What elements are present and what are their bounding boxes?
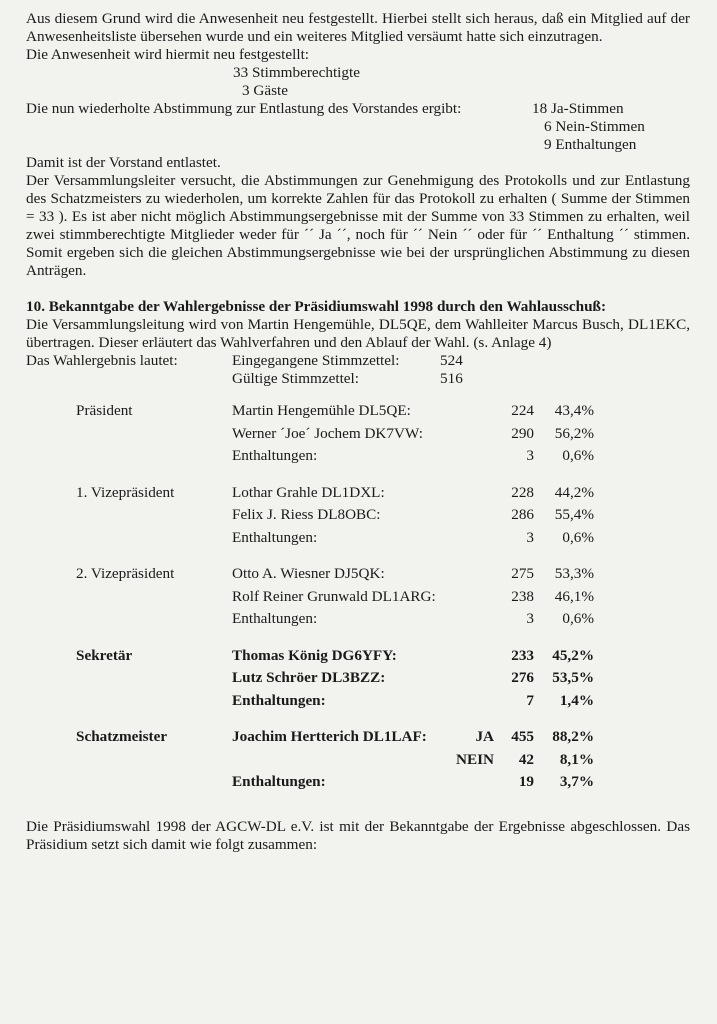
candidate-name: Joachim Hertterich DL1LAF:	[232, 728, 427, 745]
office-position: Sekretär	[76, 646, 133, 664]
vote-count: 3	[526, 610, 534, 627]
vote-percent: 46,1%	[554, 587, 594, 605]
vote-percent: 0,6%	[562, 447, 594, 464]
vote-count: 3	[526, 447, 534, 464]
result-row	[26, 506, 690, 529]
document-page	[26, 10, 690, 854]
vote-count: 3	[526, 528, 534, 546]
result-row	[26, 447, 690, 470]
office-block	[26, 728, 690, 796]
abstentions-label: Enthaltungen:	[232, 773, 326, 790]
candidate-name: Otto A. Wiesner DJ5QK:	[232, 565, 385, 582]
vote-percent: 8,1%	[559, 750, 594, 768]
vote-percent: 44,2%	[554, 483, 594, 501]
vote-count: 7	[526, 691, 534, 709]
vote-count: 455	[511, 728, 534, 745]
office-block	[26, 565, 690, 633]
vote-count: 276	[511, 669, 534, 686]
result-row	[26, 610, 690, 633]
paragraph-board-discharged: Damit ist der Vorstand entlastet.	[26, 154, 221, 171]
office-position: Schatzmeister	[76, 728, 168, 745]
abstentions-label: Enthaltungen:	[232, 528, 318, 546]
vote-result-board	[26, 100, 690, 118]
ballots-valid-row	[26, 370, 690, 388]
vote-percent: 53,5%	[552, 669, 594, 686]
office-block	[26, 647, 690, 715]
vote-percent: 3,7%	[559, 773, 594, 790]
office-position: Präsident	[76, 402, 133, 419]
vote-count: 42	[518, 750, 534, 768]
vote-count: 286	[511, 506, 534, 523]
vote-percent: 53,3%	[554, 565, 594, 582]
candidate-name: Lutz Schröer DL3BZZ:	[232, 669, 386, 686]
section-10-title: 10. Bekanntgabe der Wahlergebnisse der Präsidiumswahl 1998 durch den Wahlausschuß:	[26, 298, 607, 315]
paragraph-attendance-intro: Die Anwesenheit wird hiermit neu festgestellt:	[26, 46, 310, 63]
abstentions-label: Enthaltungen:	[232, 447, 318, 464]
vote-percent: 43,4%	[554, 402, 594, 419]
ballots-valid-label: Gültige Stimmzettel:	[232, 370, 359, 387]
vote-count: 290	[511, 424, 534, 442]
election-results	[26, 402, 690, 796]
vote-percent: 45,2%	[552, 646, 594, 664]
ballots-valid-value: 516	[440, 370, 463, 387]
candidate-name: Thomas König DG6YFY:	[232, 646, 397, 664]
vote-no: 6 Nein-Stimmen	[544, 118, 645, 135]
paragraph-attendance-recount: Aus diesem Grund wird die Anwesenheit neu festgestellt. Hierbei stellt sich heraus, daß ein Mitglied auf der Anwesenheitsliste übersehen wurde und ein weiteres Mitglied versäumt hatte sich einzutragen.	[26, 10, 690, 45]
vote-abstain: 9 Enthaltungen	[544, 136, 637, 153]
result-row	[26, 647, 690, 670]
office-position: 2. Vizepräsident	[76, 565, 175, 582]
vote-count: 228	[511, 483, 534, 501]
vote-intro: Die nun wiederholte Abstimmung zur Entlastung des Vorstandes ergibt:	[26, 100, 462, 117]
result-label: Das Wahlergebnis lautet:	[26, 352, 178, 369]
vote-percent: 55,4%	[554, 506, 594, 523]
paragraph-election-procedure: Die Versammlungsleitung wird von Martin Hengemühle, DL5QE, dem Wahlleiter Marcus Busch, DL1EKC, übertragen. Dieser erläutert das Wahlverfahren und den Ablauf der Wahl. (s. Anlage 4)	[26, 316, 690, 351]
result-row	[26, 751, 690, 774]
office-position: 1. Vizepräsident	[76, 483, 175, 501]
result-row	[26, 773, 690, 796]
candidate-name: Felix J. Riess DL8OBC:	[232, 506, 381, 523]
candidate-name: Werner ´Joe´ Jochem DK7VW:	[232, 424, 423, 442]
ballots-received-value: 524	[440, 352, 463, 369]
vote-percent: 0,6%	[562, 528, 594, 546]
result-row	[26, 484, 690, 507]
vote-percent: 1,4%	[559, 691, 594, 709]
vote-count: 224	[511, 402, 534, 419]
vote-count: 19	[518, 773, 534, 790]
abstentions-label: Enthaltungen:	[232, 610, 318, 627]
result-row	[26, 402, 690, 425]
vote-percent: 0,6%	[562, 610, 594, 627]
paragraph-closing: Die Präsidiumswahl 1998 der AGCW-DL e.V. ist mit der Bekanntgabe der Ergebnisse abgeschlossen. Das Präsidium setzt sich damit wie folgt zusammen:	[26, 817, 690, 853]
attendance-voters: 33 Stimmberechtigte	[233, 64, 360, 81]
result-row	[26, 588, 690, 611]
paragraph-repeat-votes: Der Versammlungsleiter versucht, die Abstimmungen zur Genehmigung des Protokolls und zur Entlastung des Schatzmeisters zu wiederholen, um korrekte Zahlen für das Protokoll zu erhalten ( Summe der Stimmen = 33 ). Es ist aber nicht möglich Abstimmungsergebnisse mit der Summe von 33 Stimmen zu erhalten, weil zwei stimmberechtigte Mitglieder weder für ´´ Ja ´´, noch für ´´ Nein ´´ oder für ´´ Enthaltung ´´ stimmen. Somit ergeben sich die gleichen Abstimmungsergebnisse wie bei der ursprünglichen Abstimmung zu diesen Anträgen.	[26, 172, 690, 279]
result-row	[26, 692, 690, 715]
vote-count: 233	[511, 646, 534, 664]
result-row	[26, 565, 690, 588]
result-row	[26, 425, 690, 448]
candidate-name: Rolf Reiner Grunwald DL1ARG:	[232, 587, 436, 605]
result-row	[26, 669, 690, 692]
vote-percent: 88,2%	[552, 728, 594, 745]
attendance-guests: 3 Gäste	[242, 82, 288, 99]
result-row	[26, 728, 690, 751]
ballots-received-row	[26, 352, 690, 370]
candidate-name: Lothar Grahle DL1DXL:	[232, 483, 385, 501]
vote-yes: 18 Ja-Stimmen	[532, 100, 624, 117]
vote-count: 238	[511, 587, 534, 605]
abstentions-label: Enthaltungen:	[232, 691, 326, 709]
office-block	[26, 484, 690, 552]
ballots-received-label: Eingegangene Stimmzettel:	[232, 352, 400, 369]
office-block	[26, 402, 690, 470]
result-row	[26, 529, 690, 552]
vote-percent: 56,2%	[554, 424, 594, 442]
yes-no-label: NEIN	[456, 750, 494, 768]
candidate-name: Martin Hengemühle DL5QE:	[232, 402, 411, 419]
yes-no-label: JA	[475, 728, 494, 745]
vote-count: 275	[511, 565, 534, 582]
